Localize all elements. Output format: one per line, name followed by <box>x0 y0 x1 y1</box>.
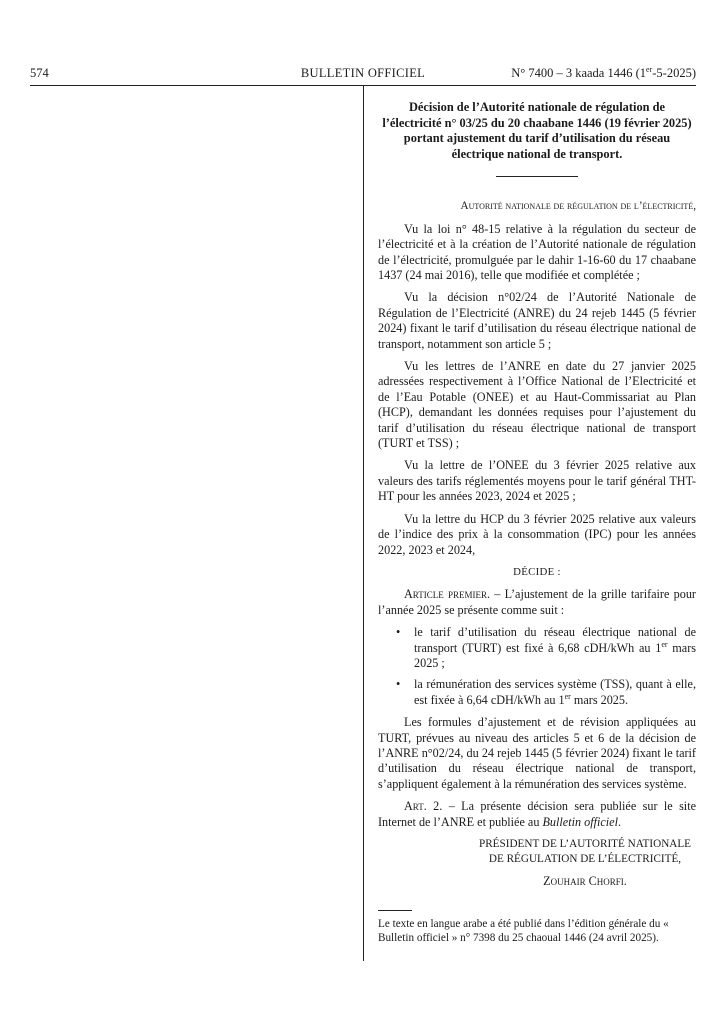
footnote: Le texte en langue arabe a été publié dans l’édition générale du « Bulletin officiel » n° 7398 du 25 chaoual 1446 (24 avril 2025). <box>378 917 669 945</box>
authority-line: Autorité nationale de régulation de l’électricité, <box>460 200 696 213</box>
article-1: Article premier. – L’ajustement de la grille tarifaire pour l’année 2025 se présente comme suit : <box>378 587 696 617</box>
footnote-rule <box>378 910 412 911</box>
page-number: 574 <box>30 66 49 80</box>
decision-title: Décision de l’Autorité nationale de régulation de l’électricité n° 03/25 du 20 chaabane 1446 (19 février 2025) portant ajustement du tarif d’utilisation du réseau électrique national de transport. <box>382 100 692 161</box>
column-divider <box>363 85 364 961</box>
article-1-label: Article premier. <box>404 587 491 602</box>
list-item: • la rémunération des services système (TSS), quant à elle, est fixée à 6,64 cDH/kWh au 1er mars 2025. <box>396 677 696 707</box>
article-2-label: Art. 2. <box>404 799 443 814</box>
bullet-icon: • <box>396 625 401 640</box>
right-column <box>378 100 696 953</box>
visa-5: Vu la lettre du HCP du 3 février 2025 relative aux valeurs de l’indice des prix à la consommation (IPC) pour les années 2022, 2023 et 2024, <box>378 511 696 557</box>
article-2: Art. 2. – La présente décision sera publiée sur le site Internet de l’ANRE et publiée au Bulletin officiel. <box>378 799 696 829</box>
issue-info: N° 7400 – 3 kaada 1446 (1er-5-2025) <box>511 64 696 80</box>
list-item: • le tarif d’utilisation du réseau électrique national de transport (TURT) est fixé à 6,68 cDH/kWh au 1er mars 2025 ; <box>396 625 696 670</box>
journal-title: BULLETIN OFFICIEL <box>300 66 426 80</box>
visa-1: Vu la loi n° 48-15 relative à la régulation du secteur de l’électricité et à la création de l’Autorité nationale de régulation de l’électricité, promulguée par le dahir 1-16-60 du 17 chaabane 1437 (24 mai 2016), telle que modifiée et complétée ; <box>378 221 696 282</box>
visa-3: Vu les lettres de l’ANRE en date du 27 janvier 2025 adressées respectivement à l’Office National de l’Electricité et de l’Eau Potable (ONEE) et au Haut-Commissariat au Plan (HCP), demandant les données requises pour l’ajustement du tarif d’utilisation du réseau électrique national de transport (TURT et TSS) ; <box>378 359 696 451</box>
visa-4: Vu la lettre de l’ONEE du 3 février 2025 relative aux valeurs des tarifs réglementés moyens pour le tarif général THT-HT pour les années 2023, 2024 et 2025 ; <box>378 458 696 504</box>
page-header <box>30 66 696 86</box>
decide-heading: DÉCIDE : <box>513 565 561 578</box>
visa-2: Vu la décision n°02/24 de l’Autorité Nationale de Régulation de l’Electricité (ANRE) du 24 rejeb 1445 (5 février 2024) fixant le tarif d’utilisation du réseau électrique national de transport, notamment son article 5 ; <box>378 290 696 351</box>
signatory-name: Zouhair Chorfi. <box>543 874 627 889</box>
signatory-title: PRÉSIDENT DE L’AUTORITÉ NATIONALE DE RÉGULATION DE L’ÉLECTRICITÉ, <box>478 838 692 866</box>
title-rule <box>496 176 578 177</box>
tariff-list <box>378 625 696 708</box>
formules-paragraph: Les formules d’ajustement et de révision appliquées au TURT, prévues au niveau des articles 5 et 6 de la décision de l’ANRE n°02/24, du 24 rejeb 1445 (5 février 2024) fixant le tarif d’utilisation du réseau électrique national de transport, s’appliquent également à la rémunération des services système. <box>378 715 696 791</box>
bullet-icon: • <box>396 677 401 692</box>
